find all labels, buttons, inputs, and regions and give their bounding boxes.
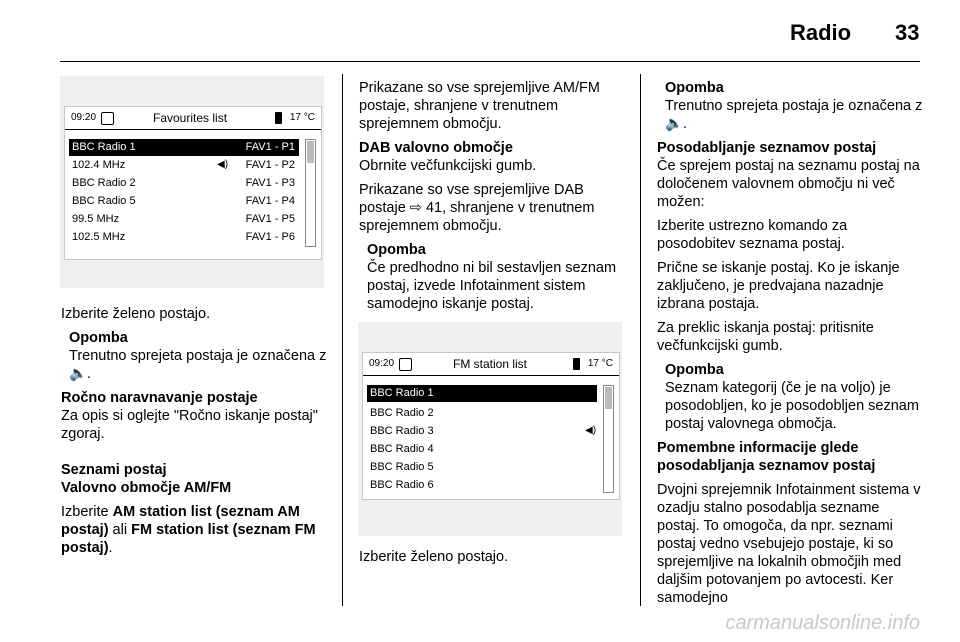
subsection-heading: Valovno območje AM/FM	[61, 480, 232, 496]
scrollbar-thumb[interactable]	[307, 141, 314, 163]
station-fav: FAV1 - P2	[245, 159, 295, 171]
scrollbar[interactable]	[603, 385, 614, 493]
station-name: 102.5 MHz	[72, 231, 126, 243]
screen-status-bar	[65, 107, 321, 130]
favourites-screenshot	[60, 76, 324, 288]
favourites-screen	[64, 106, 322, 260]
paragraph: Izberite ustrezno komando za posodobitev seznama postaj.	[657, 218, 848, 252]
station-row[interactable]	[367, 459, 597, 476]
paragraph: Dvojni sprejemnik Infotainment sistema v ozadju stalno posodablja sezname postaj. To omogoča, da npr. seznami postaj vedno vsebujejo postaje, ki so sprejemljive na lokalnih območjih med daljšim potovanjem po avtocesti. Ker samodejno	[657, 482, 921, 606]
station-name: 99.5 MHz	[72, 213, 120, 225]
note-title: Opomba	[69, 330, 128, 346]
column-1-text	[61, 305, 331, 563]
section-heading: DAB valovno območje	[359, 140, 513, 156]
station-name: BBC Radio 4	[370, 443, 434, 455]
station-name: BBC Radio 5	[370, 461, 434, 473]
paragraph: Če sprejem postaj na seznamu postaj na določenem valovnem območju ni več možen:	[657, 158, 920, 210]
status-icon	[399, 358, 412, 371]
speaker-icon: ◀)	[585, 425, 597, 436]
paragraph: Prične se iskanje postaj. Ko je iskanje zaključeno, je predvajana nazadnje izbrana postaja.	[657, 260, 900, 312]
paragraph: Prikazane so vse sprejemljive AM/FM postaje, shranjene v trenutnem sprejemnem območju.	[359, 80, 600, 132]
paragraph: Obrnite večfunkcijski gumb.	[359, 158, 537, 174]
status-icon	[101, 112, 114, 125]
paragraph: Izberite želeno postajo.	[359, 549, 509, 565]
column-divider-1	[342, 74, 343, 606]
station-name: BBC Radio 6	[370, 479, 434, 491]
station-row[interactable]	[69, 157, 299, 174]
station-fav: FAV1 - P3	[245, 177, 295, 189]
station-name: BBC Radio 1	[370, 387, 434, 399]
fm-station-screen	[362, 352, 620, 500]
column-2-text-bottom	[359, 548, 629, 572]
station-fav: FAV1 - P6	[245, 231, 295, 243]
section-heading: Pomembne informacije glede posodabljanja seznamov postaj	[657, 440, 876, 474]
fm-station-list-screenshot	[358, 322, 622, 536]
note-text: Seznam kategorij (če je na voljo) je posodobljen, ko je posodobljen seznam postaj valovnega območja.	[665, 380, 919, 432]
station-name: BBC Radio 2	[370, 407, 434, 419]
note-text: Če predhodno ni bil sestavljen seznam postaj, izvede Infotainment sistem samodejno iskanje postaj.	[367, 260, 617, 312]
note	[657, 361, 925, 433]
note-text: Trenutno sprejeta postaja je označena z 🔈.	[665, 98, 923, 132]
station-name: BBC Radio 3	[370, 425, 434, 437]
phone-icon	[275, 112, 282, 124]
menu-item-fm-station-list: FM station list (seznam FM postaj)	[61, 522, 316, 556]
station-row[interactable]	[69, 229, 299, 246]
scrollbar[interactable]	[305, 139, 316, 247]
watermark: carmanualsonline.info	[725, 612, 920, 634]
page-header-title: Radio	[790, 20, 852, 45]
header-rule	[60, 61, 920, 62]
station-fav: FAV1 - P5	[245, 213, 295, 225]
station-row[interactable]	[69, 193, 299, 210]
station-name: BBC Radio 5	[72, 195, 136, 207]
paragraph: Za preklic iskanja postaj: pritisnite večfunkcijski gumb.	[657, 320, 874, 354]
section-heading: Seznami postaj	[61, 462, 167, 478]
station-row[interactable]	[367, 423, 597, 440]
screen-temperature: 17 °C	[587, 358, 613, 369]
screen-title: FM station list	[453, 357, 528, 371]
note	[657, 79, 925, 133]
paragraph: Izberite AM station list (seznam AM postaj) ali FM station list (seznam FM postaj).	[61, 504, 316, 556]
station-row[interactable]	[69, 211, 299, 228]
station-row[interactable]	[69, 175, 299, 192]
station-name: BBC Radio 1	[72, 141, 136, 153]
phone-icon	[573, 358, 580, 370]
note-title: Opomba	[367, 242, 426, 258]
station-row[interactable]	[367, 385, 597, 402]
station-row[interactable]	[367, 441, 597, 458]
column-3-text	[657, 79, 925, 613]
column-2-text-top	[359, 79, 629, 319]
paragraph: Prikazane so vse sprejemljive DAB postaje ⇨ 41, shranjene v trenutnem sprejemnem območju.	[359, 182, 595, 234]
station-name: BBC Radio 2	[72, 177, 136, 189]
screen-temperature: 17 °C	[289, 112, 315, 123]
station-name: 102.4 MHz	[72, 159, 126, 171]
note-title: Opomba	[665, 80, 724, 96]
station-fav: FAV1 - P4	[245, 195, 295, 207]
station-row[interactable]	[69, 139, 299, 156]
screen-title: Favourites list	[153, 111, 228, 125]
section-heading: Ročno naravnavanje postaje	[61, 390, 258, 406]
note	[359, 241, 629, 313]
station-fav: FAV1 - P1	[245, 141, 295, 153]
note-title: Opomba	[665, 362, 724, 378]
menu-item-am-station-list: AM station list (seznam AM postaj)	[61, 504, 300, 538]
column-divider-2	[640, 74, 641, 606]
station-row[interactable]	[367, 405, 597, 422]
speaker-icon: ◀)	[217, 159, 229, 170]
page-number: 33	[895, 20, 920, 45]
note	[61, 329, 331, 383]
scrollbar-thumb[interactable]	[605, 387, 612, 409]
screen-status-bar	[363, 353, 619, 376]
paragraph: Izberite želeno postajo.	[61, 306, 211, 322]
station-row[interactable]	[367, 477, 597, 494]
screen-time: 09:20	[369, 358, 395, 369]
note-text: Trenutno sprejeta postaja je označena z 🔈.	[69, 348, 327, 382]
screen-time: 09:20	[71, 112, 97, 123]
paragraph: Za opis si oglejte "Ročno iskanje postaj" zgoraj.	[61, 408, 318, 442]
section-heading: Posodabljanje seznamov postaj	[657, 140, 877, 156]
